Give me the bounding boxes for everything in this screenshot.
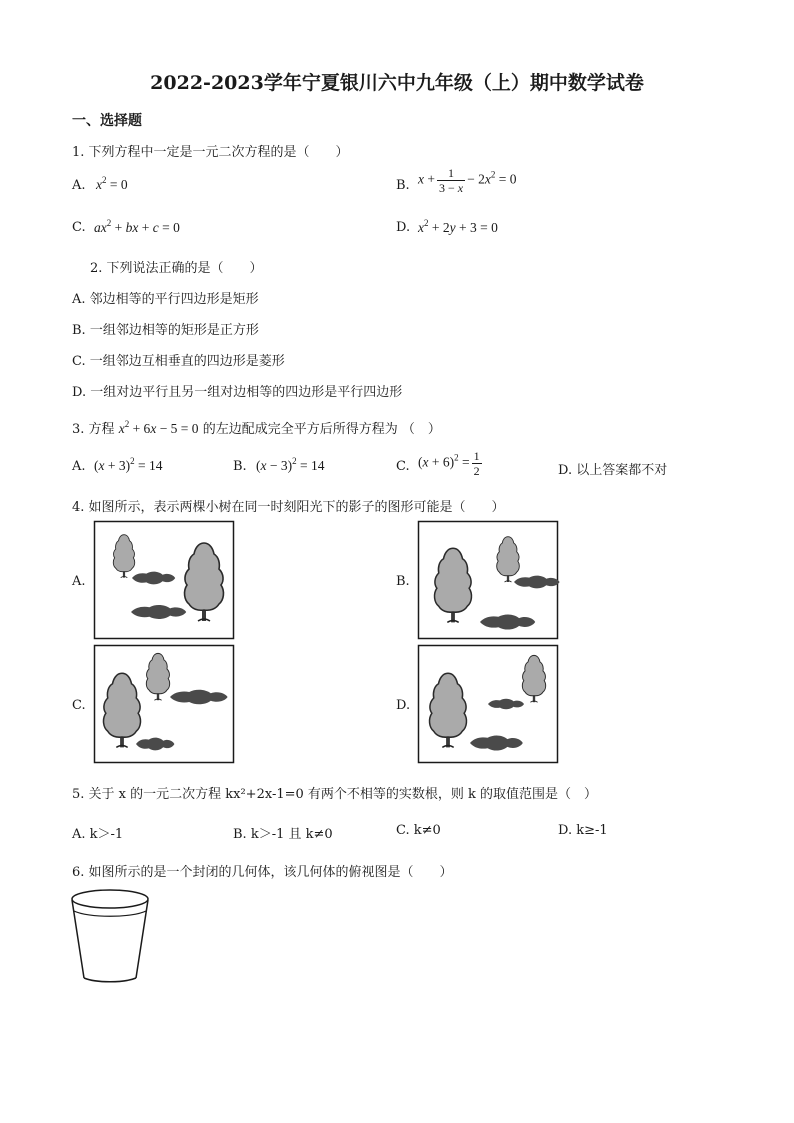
q5-stem: 5. 关于 x 的一元二次方程 kx²+2x-1=0 有两个不相等的实数根，则 k 的取值范围是（ ）: [72, 787, 598, 802]
q3-option-a: $(x + 3)^2 = 14$: [94, 456, 163, 473]
q3-option-a-label: A.: [72, 459, 86, 474]
q4-option-a-label: A.: [72, 574, 86, 589]
q1-option-c-label: C.: [72, 220, 86, 235]
q1-option-b-label: B.: [396, 178, 410, 193]
q3-option-c-label: C.: [396, 459, 410, 474]
q3-option-c: $(x + 6)^2$ = $\frac{1}{2}$: [418, 449, 480, 478]
q3-option-d: D. 以上答案都不对: [558, 463, 668, 478]
q4-option-d-label: D.: [396, 698, 411, 713]
section-heading: 一、选择题: [72, 113, 142, 129]
page-title: 2022-2023学年宁夏银川六中九年级（上）期中数学试卷: [150, 72, 644, 94]
q3-option-b-label: B.: [233, 459, 247, 474]
q2-stem: 2. 下列说法正确的是（ ）: [90, 261, 263, 276]
q2-option-b: B. 一组邻边相等的矩形是正方形: [72, 323, 259, 338]
q4-option-c-label: C.: [72, 698, 86, 713]
q5-option-b: B. k＞-1 且 k≠0: [233, 827, 333, 842]
q3-stem: 3. 方程 $x^2 + 6x - 5 = 0$ 的左边配成完全平方后所得方程为 （ ）: [72, 419, 441, 437]
q1-option-d: $x^2 + 2y + 3 = 0$: [418, 218, 498, 235]
q4-figure-c[interactable]: [94, 645, 234, 763]
q3-option-b: $(x - 3)^2 = 14$: [256, 456, 325, 473]
q1-option-c: $ax^2$ + bx + c = 0: [94, 218, 180, 235]
q4-figure-b[interactable]: [418, 521, 558, 639]
q5-option-a: A. k＞-1: [72, 827, 124, 842]
q5-option-d: D. k≥-1: [558, 823, 608, 838]
q6-stem: 6. 如图所示的是一个封闭的几何体，该几何体的俯视图是（ ）: [72, 865, 453, 880]
q4-option-b-label: B.: [396, 574, 410, 589]
q1-option-b: x + $\frac{1}{3 - x}$ − $2x^2 = 0$: [418, 166, 517, 195]
q6-solid-figure: [68, 886, 152, 986]
q4-figure-a[interactable]: [94, 521, 234, 639]
q2-option-c: C. 一组邻边互相垂直的四边形是菱形: [72, 354, 285, 369]
q1-option-d-label: D.: [396, 220, 411, 235]
q4-figure-d[interactable]: [418, 645, 558, 763]
q1-option-a: $x^2 = 0$: [96, 175, 128, 192]
q2-option-a: A. 邻边相等的平行四边形是矩形: [72, 292, 259, 307]
q5-option-c: C. k≠0: [396, 823, 441, 838]
q1-option-a-label: A.: [72, 178, 86, 193]
q1-stem: 1. 下列方程中一定是一元二次方程的是（ ）: [72, 145, 349, 160]
q2-option-d: D. 一组对边平行且另一组对边相等的四边形是平行四边形: [72, 385, 403, 400]
q4-stem: 4. 如图所示，表示两棵小树在同一时刻阳光下的影子的图形可能是（ ）: [72, 500, 505, 515]
